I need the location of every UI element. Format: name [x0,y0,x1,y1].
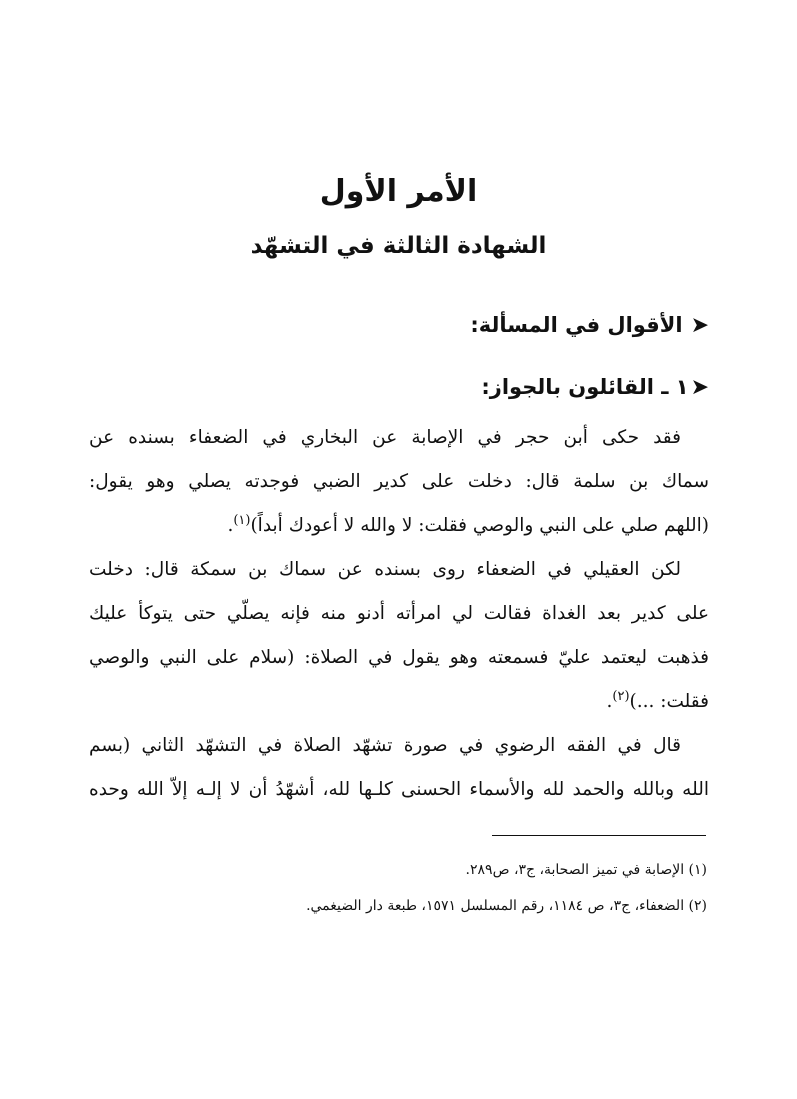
paragraph-1-line-2: سماك بن سلمة قال: دخلت على كدير الضبي فوجدته يصلي وهو يقول: [89,471,709,492]
subsection-heading [481,370,709,405]
paragraph-2-line-4-text: فقلت: ...) [629,691,709,712]
paragraph-3-line-2: الله وبالله والحمد لله والأسماء الحسنى كلـها لله، أشهّدُ أن لا إلـه إلاّ الله وحده [89,779,709,800]
paragraph-3-line-1: قال في الفقه الرضوي في صورة تشهّد الصلاة في التشهّد الثاني (بسم [89,735,681,756]
paragraph-2 [89,548,709,724]
paragraph-1 [89,416,709,548]
paragraph-1-line-3-text: (اللهم صلي على النبي والوصي فقلت: لا والله لا أعودك أبداً) [250,515,709,536]
subsection-heading-label: ١ ـ القائلون بالجواز: [481,375,689,399]
section-heading [470,308,709,343]
paragraph-3 [89,724,709,812]
chapter-subtitle: الشهادة الثالثة في التشهّد [250,233,547,259]
paragraph-2-line-4 [89,680,709,724]
footnote-ref-1: (١) [233,512,251,528]
paragraph-1-line-3 [89,504,709,548]
paragraph-2-line-1: لكن العقيلي في الضعفاء روى بسنده عن سماك بن سمكة قال: دخلت [89,559,681,580]
footnote-ref-2: (٢) [612,688,630,704]
paragraph-2-line-3: فذهبت ليعتمد عليّ فسمعته وهو يقول في الصلاة: (سلام على النبي والوصي [89,647,709,668]
footnote-1: (١) الإصابة في تميز الصحابة، ج٣، ص٢٨٩. [465,862,707,878]
paragraph-1-end: . [227,515,234,536]
paragraph-1-line-1: فقد حكى أبن حجر في الإصابة عن البخاري في الضعفاء بسنده عن [89,427,681,448]
paragraph-2-line-2: على كدير بعد الغداة فقالت لي امرأته أدنو منه فإنه يصلّي حتى يتوكأ عليك [89,603,709,624]
arrowhead-bullet-icon: ➤ [690,313,709,338]
footnote-divider [492,835,706,836]
paragraph-2-end: . [606,691,613,712]
section-heading-label: الأقوال في المسألة: [470,313,683,337]
chapter-title: الأمر الأول [319,174,478,209]
arrowhead-bullet-icon: ➤ [690,375,709,400]
footnote-2: (٢) الضعفاء، ج٣، ص ١١٨٤، رقم المسلسل ١٥٧١، طبعة دار الضيغمي. [306,898,707,914]
